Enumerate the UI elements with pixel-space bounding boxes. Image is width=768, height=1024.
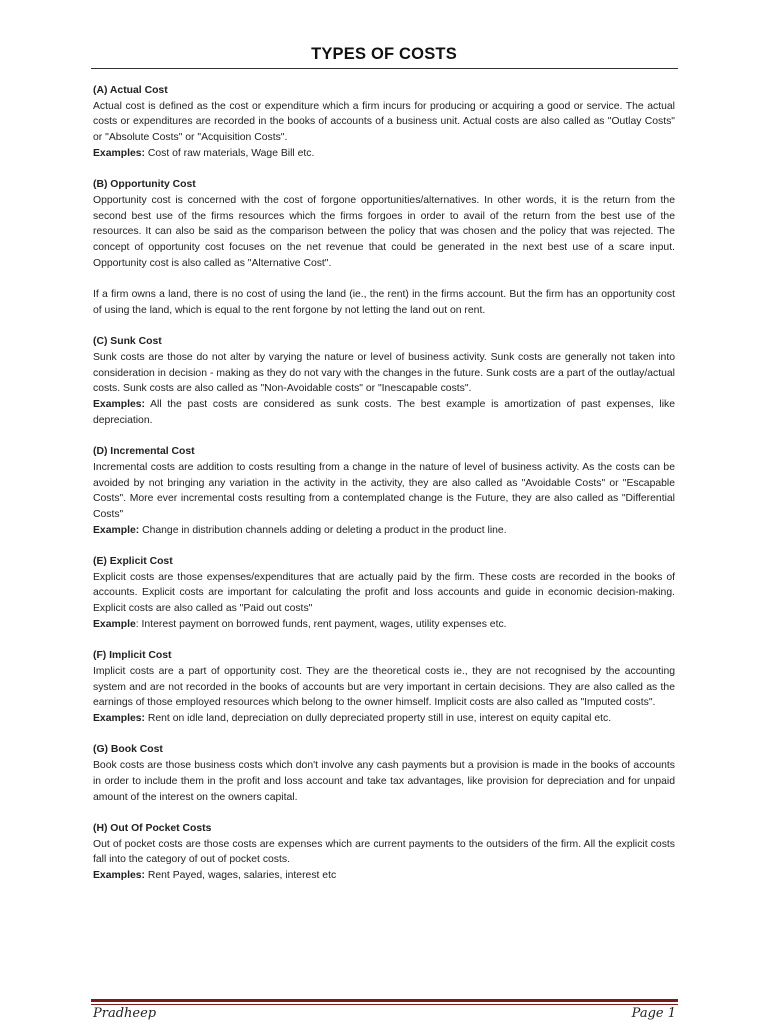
section-example [93, 711, 675, 727]
section-heading: (B) Opportunity Cost [93, 179, 196, 191]
section-paragraph: Opportunity cost is concerned with the cost of forgone opportunities/alternatives. In other words, it is the return from the second best use of the firms resources which the firms forgoes in order to avail of the return from the best use of the resources. It can also be said as the comparison between the policy that was chosen and the policy that was rejected. The concept of opportunity cost focuses on the net revenue that could be generated in the next best use of a scare input. Opportunity cost is also called as "Alternative Cost". [93, 194, 675, 269]
example-label: Example: [93, 524, 140, 536]
section-paragraph: Explicit costs are those expenses/expenditures that are actually paid by the firm. These costs are recorded in the books of accounts. Explicit costs are important for calculating the profit and loss accounts and guide in economic decision-making. Explicit costs are also called as "Paid out costs" [93, 571, 675, 615]
footer-divider-thick [91, 999, 678, 1002]
section-paragraph: Actual cost is defined as the cost or expenditure which a firm incurs for producing or acquiring a good or service. The actual costs or expenditures are recorded in the books of accounts of a business unit. Actual costs are also called as "Outlay Costs" or "Absolute Costs" or "Acquisition Costs". [93, 100, 675, 144]
footer-divider-thin [91, 1004, 678, 1005]
example-text: Cost of raw materials, Wage Bill etc. [144, 147, 315, 159]
section-actual-cost [93, 83, 675, 162]
section-incremental-cost [93, 444, 675, 538]
example-text: Change in distribution channels adding or deleting a product in the product line. [139, 524, 507, 536]
section-heading: (H) Out Of Pocket Costs [93, 822, 212, 834]
section-paragraph: Sunk costs are those do not alter by varying the nature or level of business activity. Sunk costs are generally not taken into consideration in decision - making as they do not vary with the changes in the future. Sunk costs are a part of the outlay/actual costs. Sunk costs are also called as "Non-Avoidable costs" or "Inescapable costs". [93, 351, 675, 395]
example-label: Examples: [93, 147, 145, 159]
section-heading: (D) Incremental Cost [93, 446, 195, 458]
example-label: Examples: [93, 870, 145, 882]
section-example [93, 397, 675, 428]
example-text: : Interest payment on borrowed funds, rent payment, wages, utility expenses etc. [135, 618, 507, 630]
example-label: Example [93, 618, 136, 630]
section-paragraph: Out of pocket costs are those costs are expenses which are current payments to the outsiders of the firm. All the explicit costs fall into the category of out of pocket costs. [93, 838, 675, 866]
section-out-of-pocket-costs [93, 821, 675, 884]
page-title: TYPES OF COSTS [311, 45, 457, 63]
section-paragraph: If a firm owns a land, there is no cost of using the land (ie., the rent) in the firms account. But the firm has an opportunity cost of using the land, which is equal to the rent forgone by not letting the land out on rent. [93, 289, 675, 316]
section-heading: (F) Implicit Cost [93, 650, 172, 662]
footer-author: Pradheep [93, 1006, 157, 1021]
section-heading: (G) Book Cost [93, 744, 163, 756]
section-example [93, 146, 675, 162]
section-paragraph: Incremental costs are addition to costs resulting from a change in the nature of level of business activity. As the costs can be avoided by not bringing any variation in the activity in the activity, they are also called as "Avoidable Costs" or "Escapable Costs". More ever incremental costs resulting from a contemplated change is the Future, they are also called as "Differential Costs" [93, 461, 675, 520]
example-label: Examples: [93, 713, 145, 725]
example-text: Rent Payed, wages, salaries, interest etc [144, 870, 337, 882]
section-heading: (E) Explicit Cost [93, 556, 173, 568]
section-book-cost [93, 742, 675, 805]
section-example [93, 868, 675, 884]
section-implicit-cost [93, 648, 675, 727]
title-divider [91, 68, 678, 69]
document-body [93, 83, 675, 899]
example-text: Rent on idle land, depreciation on dully depreciated property still in use, interest on equity capital etc. [144, 713, 612, 725]
section-heading: (C) Sunk Cost [93, 336, 162, 348]
section-paragraph: Implicit costs are a part of opportunity cost. They are the theoretical costs ie., they are not recognised by the accounting system and are not recorded in the books of accounts but are very important in certain decisions. They are also called as the earnings of those employed resources which belong to the owner himself. Implicit costs are also called as "Imputed costs". [93, 665, 675, 709]
section-example [93, 617, 675, 633]
example-text: All the past costs are considered as sunk costs. The best example is amortization of past expenses, like depreciation. [93, 399, 675, 426]
section-example [93, 523, 675, 539]
section-heading: (A) Actual Cost [93, 85, 168, 96]
section-paragraph: Book costs are those business costs which don't involve any cash payments but a provision is made in the books of accounts in order to include them in the profit and loss account and take tax advantages, like provision for depreciation and for unpaid amount of the interest on the owners capital. [93, 760, 675, 803]
example-label: Examples: [93, 399, 145, 411]
section-explicit-cost [93, 554, 675, 633]
section-sunk-cost [93, 334, 675, 428]
footer-page-number: Page 1 [631, 1006, 676, 1021]
section-opportunity-cost [93, 177, 675, 318]
